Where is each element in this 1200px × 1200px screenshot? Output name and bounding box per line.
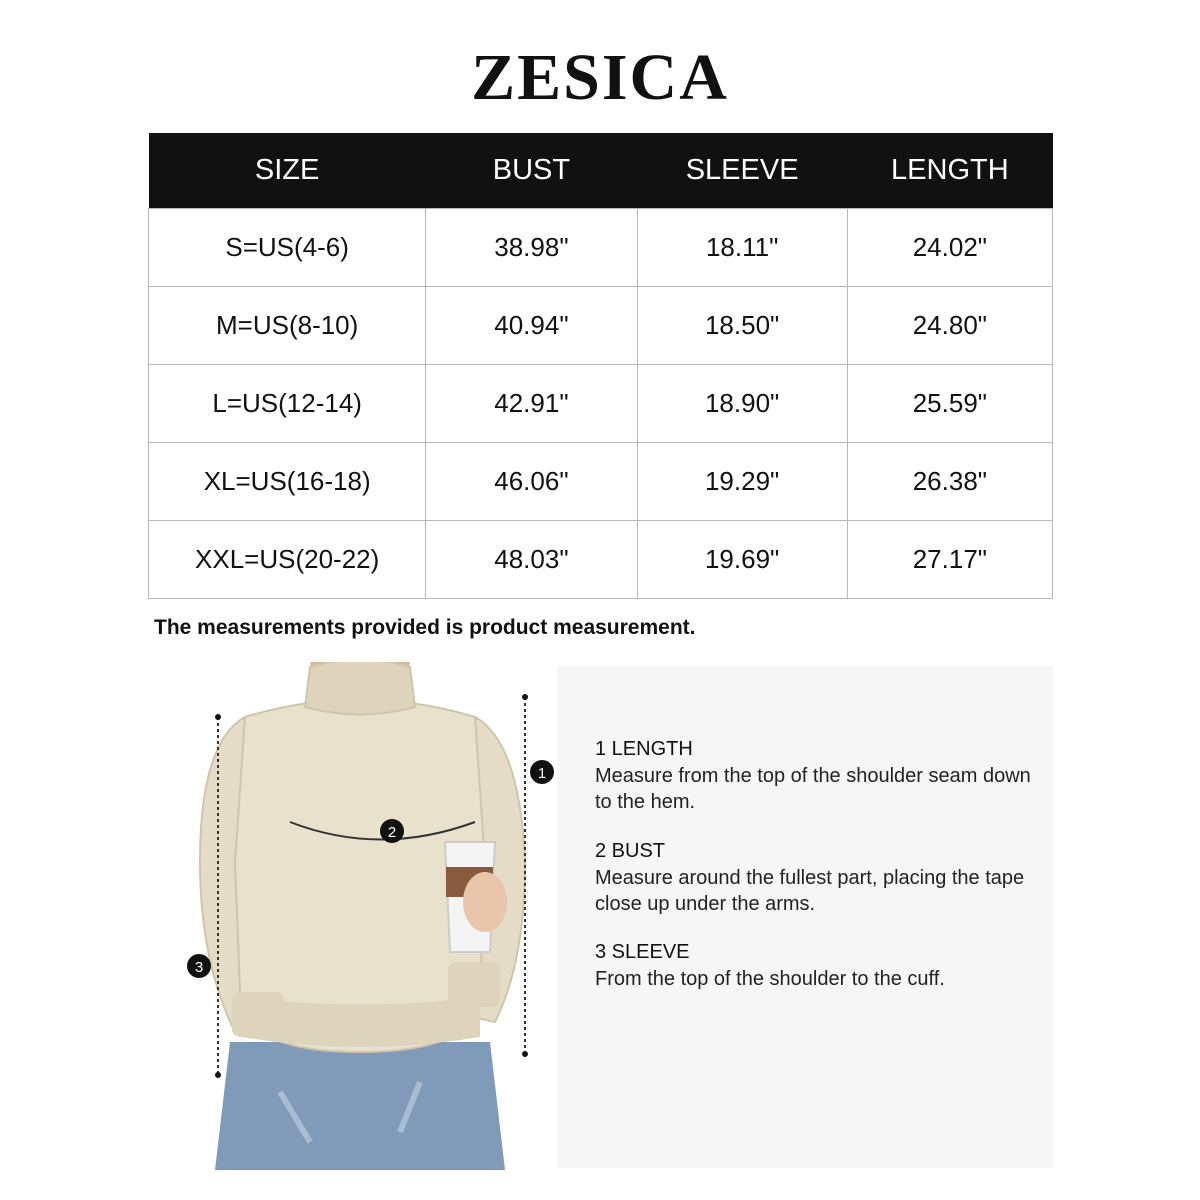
size-chart-table	[148, 133, 1053, 599]
table-row	[149, 443, 1053, 521]
right-cuff	[448, 962, 500, 1007]
marker-2-label: 2	[387, 824, 397, 841]
left-cuff	[232, 992, 284, 1037]
cell-bust: 38.98"	[426, 209, 637, 287]
table-row	[149, 521, 1053, 599]
header-size: SIZE	[149, 133, 426, 209]
cell-length: 24.02"	[847, 209, 1052, 287]
hand	[463, 872, 507, 932]
cell-sleeve: 19.69"	[637, 521, 847, 599]
cell-bust: 40.94"	[426, 287, 637, 365]
cell-bust: 48.03"	[426, 521, 637, 599]
sleeve-line-end	[215, 714, 221, 720]
instruction-description: Measure from the top of the shoulder seam down to the hem.	[595, 765, 1031, 813]
turtleneck	[305, 662, 415, 715]
sweater-model-photo	[160, 662, 560, 1170]
cell-sleeve: 19.29"	[637, 443, 847, 521]
instruction-title: 1 LENGTH	[595, 738, 693, 760]
instruction-title: 3 SLEEVE	[595, 941, 690, 963]
cell-length: 25.59"	[847, 365, 1052, 443]
measurement-instructions-panel	[557, 666, 1053, 1168]
cell-sleeve: 18.90"	[637, 365, 847, 443]
length-line-end	[522, 694, 528, 700]
length-line-end	[522, 1051, 528, 1057]
instruction-description: Measure around the fullest part, placing the tape close up under the arms.	[595, 867, 1025, 915]
table-row	[149, 209, 1053, 287]
instruction-sleeve	[595, 941, 1035, 992]
table-header-row	[149, 133, 1053, 209]
marker-3-label: 3	[194, 959, 204, 976]
instruction-bust	[595, 840, 1035, 917]
cell-length: 27.17"	[847, 521, 1052, 599]
cell-size: XL=US(16-18)	[149, 443, 426, 521]
cell-bust: 42.91"	[426, 365, 637, 443]
cell-sleeve: 18.11"	[637, 209, 847, 287]
instruction-description: From the top of the shoulder to the cuff.	[595, 968, 945, 990]
cell-size: L=US(12-14)	[149, 365, 426, 443]
measurement-note: The measurements provided is product measurement.	[154, 616, 696, 639]
instruction-title: 2 BUST	[595, 840, 666, 862]
jeans-shape	[215, 1042, 505, 1170]
marker-1-label: 1	[537, 765, 547, 782]
cell-size: M=US(8-10)	[149, 287, 426, 365]
table-row	[149, 365, 1053, 443]
sleeve-line-end	[215, 1072, 221, 1078]
header-bust: BUST	[426, 133, 637, 209]
cell-size: S=US(4-6)	[149, 209, 426, 287]
header-length: LENGTH	[847, 133, 1052, 209]
header-sleeve: SLEEVE	[637, 133, 847, 209]
cell-sleeve: 18.50"	[637, 287, 847, 365]
cell-bust: 46.06"	[426, 443, 637, 521]
cell-length: 26.38"	[847, 443, 1052, 521]
table-row	[149, 287, 1053, 365]
brand-logo: ZESICA	[471, 41, 729, 114]
cell-size: XXL=US(20-22)	[149, 521, 426, 599]
instruction-length	[595, 738, 1035, 815]
cell-length: 24.80"	[847, 287, 1052, 365]
